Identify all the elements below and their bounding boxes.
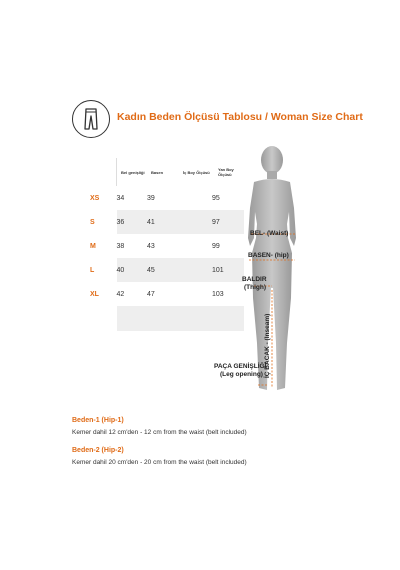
table-header-row [90, 158, 244, 186]
note-heading: Beden-2 (Hip-2) [72, 447, 124, 454]
table-cell: 40 [117, 258, 148, 282]
trousers-icon [72, 100, 110, 138]
table-cell [179, 282, 212, 306]
table-cell: 43 [147, 242, 155, 250]
page-title: Kadın Beden Ölçüsü Tablosu / Woman Size Chart [117, 111, 363, 123]
table-cell: 103 [212, 290, 224, 298]
table-row [90, 282, 244, 306]
waist-label: BEL- (Waist) [250, 230, 289, 237]
table-cell: 41 [147, 210, 179, 234]
size-label: L [90, 266, 95, 274]
thigh-label-2: (Thigh) [244, 284, 267, 291]
neck-shape [267, 171, 277, 179]
table-row [90, 234, 244, 258]
table-cell: 101 [212, 258, 244, 282]
table-cell: 45 [147, 258, 179, 282]
inseam-label-text: İÇ BACAK - (Inseam) [264, 313, 271, 378]
note-text: Kemer dahil 12 cm'den - 12 cm from the waist (belt included) [72, 429, 247, 436]
table-cell [179, 186, 212, 210]
table-header-corner [90, 158, 117, 186]
table-row [90, 186, 244, 210]
leg-opening-label-1: PAÇA GENİŞLİĞİ [214, 363, 267, 370]
table-cell [179, 210, 212, 234]
note-heading: Beden-1 (Hip-1) [72, 417, 124, 424]
head-shape [261, 146, 283, 174]
table-cell: 34 [116, 194, 125, 202]
table-cell: 39 [147, 194, 155, 202]
size-label: M [90, 242, 96, 250]
table-header-side-length: Yan Boy Ölçüsü [218, 167, 234, 177]
table-row [90, 210, 244, 234]
table-row [90, 306, 244, 331]
table-cell: 38 [116, 242, 125, 250]
size-label: XL [90, 290, 99, 298]
table-cell: 99 [212, 242, 220, 250]
size-table [90, 158, 244, 331]
table-cell [179, 234, 212, 258]
note-text: Kemer dahil 20 cm'den - 20 cm from the waist (belt included) [72, 459, 247, 466]
size-label: XS [90, 194, 100, 202]
table-cell [179, 258, 212, 282]
table-cell: 36 [117, 210, 148, 234]
note-block-2 [72, 447, 247, 466]
table-row [90, 258, 244, 282]
table-header-hip: Basen [151, 169, 164, 175]
table-header-waist: Bel genişliği [121, 169, 145, 175]
table-cell: 95 [212, 194, 220, 202]
table-cell: 47 [147, 290, 155, 298]
note-block-1 [72, 417, 247, 436]
table-cell [147, 306, 179, 331]
table-cell: 97 [212, 210, 244, 234]
hip-label: BASEN- (hip) [248, 252, 289, 259]
torso-shape [248, 179, 296, 253]
size-label: S [90, 218, 95, 226]
thigh-label-1: BALDIR [242, 276, 267, 283]
leg-opening-label-2: (Leg opening) [220, 371, 263, 378]
table-cell [90, 306, 117, 331]
table-cell: 42 [116, 290, 125, 298]
table-cell [117, 306, 148, 331]
table-header-inseam: İç Boy Ölçüsü [183, 169, 210, 175]
table-cell [179, 306, 212, 331]
